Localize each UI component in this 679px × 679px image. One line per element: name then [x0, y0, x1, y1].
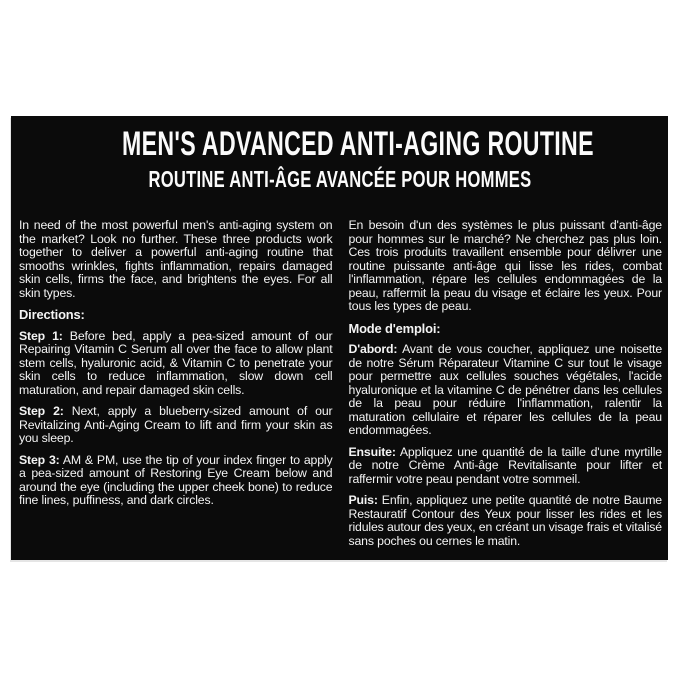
- label-columns: [19, 219, 662, 556]
- french-step-2-label: Ensuite:: [348, 444, 396, 459]
- label-header: [11, 127, 668, 192]
- english-step-3-text: AM & PM, use the tip of your index finger to apply a pea-sized amount of Restoring Eye Cream below and around the eye (including the upper cheek bone) to reduce fine lines, puffiness, and dark circles.: [19, 452, 333, 507]
- english-intro-paragraph: In need of the most powerful men's anti-aging system on the market? Look no further. These three products work together to deliver a powerful anti-aging routine that smooths wrinkles, fights inflammation, repairs damaged skin cells, firms the face, and brightens the eyes. For all skin types.: [19, 218, 333, 300]
- english-step-3-label: Step 3:: [19, 452, 60, 467]
- french-step-1-text: Avant de vous coucher, appliquez une noisette de notre Sérum Réparateur Vitamine C sur tout le visage pour permettre aux cellules souches végétales, l'acide hyaluronique et la vitamine C de pénétrer dans les cellules de la peau pour réduire l'inflammation, ralentir la maturation cellulaire et réparer les cellules de la peau endommagées.: [348, 342, 663, 437]
- english-step-2-text: Next, apply a blueberry-sized amount of our Revitalizing Anti-Aging Cream to lift and firm your skin as you sleep.: [19, 404, 333, 445]
- english-step-1-text: Before bed, apply a pea-sized amount of our Repairing Vitamin C Serum all over the face to allow plant stem cells, hyaluronic acid, & Vitamin C to penetrate your skin cells to reduce inflammation, slow down cell maturation, and repair damaged skin cells.: [19, 328, 333, 397]
- english-step-1: [19, 330, 333, 398]
- french-step-2-text: Appliquez une quantité de la taille d'une myrtille de notre Crème Anti-âge Revitalisante pour lifter et raffermir votre peau pendant votre sommeil.: [348, 444, 662, 486]
- directions-heading: Directions:: [19, 307, 85, 322]
- french-column: [349, 219, 663, 556]
- english-step-1-label: Step 1:: [19, 328, 63, 343]
- french-step-3: [349, 494, 663, 548]
- english-column: [19, 219, 333, 556]
- french-step-2: [349, 446, 663, 487]
- french-step-3-text: Enfin, appliquez une petite quantité de notre Baume Restauratif Contour des Yeux pour lisser les rides et les ridules autour des yeux, en créant un visage frais et vitalisé sans poches ou cernes le matin.: [348, 493, 662, 548]
- english-step-2-label: Step 2:: [19, 404, 64, 418]
- product-label-panel: [11, 116, 668, 560]
- french-intro-paragraph: En besoin d'un des systèmes le plus puissant d'anti-âge pour hommes sur le marché? Ne cherchez pas plus loin. Ces trois produits travaillent ensemble pour délivrer une routine puissante anti-âge qui lisse les rides, combat l'inflammation, répare les cellules endommagées de la peau, raffermit la peau du visage et éclaire les yeux. Pour tous les types de peau.: [348, 218, 662, 313]
- mode-demploi-heading: Mode d'emploi:: [348, 320, 441, 336]
- title-english: MEN'S ADVANCED ANTI-AGING ROUTINE: [122, 125, 594, 163]
- french-step-1: [349, 343, 663, 438]
- title-french: ROUTINE ANTI-ÂGE AVANCÉE POUR HOMMES: [148, 165, 531, 192]
- french-step-1-label: D'abord:: [348, 342, 398, 356]
- english-step-2: [19, 405, 333, 446]
- french-step-3-label: Puis:: [348, 493, 378, 507]
- english-step-3: [19, 454, 333, 508]
